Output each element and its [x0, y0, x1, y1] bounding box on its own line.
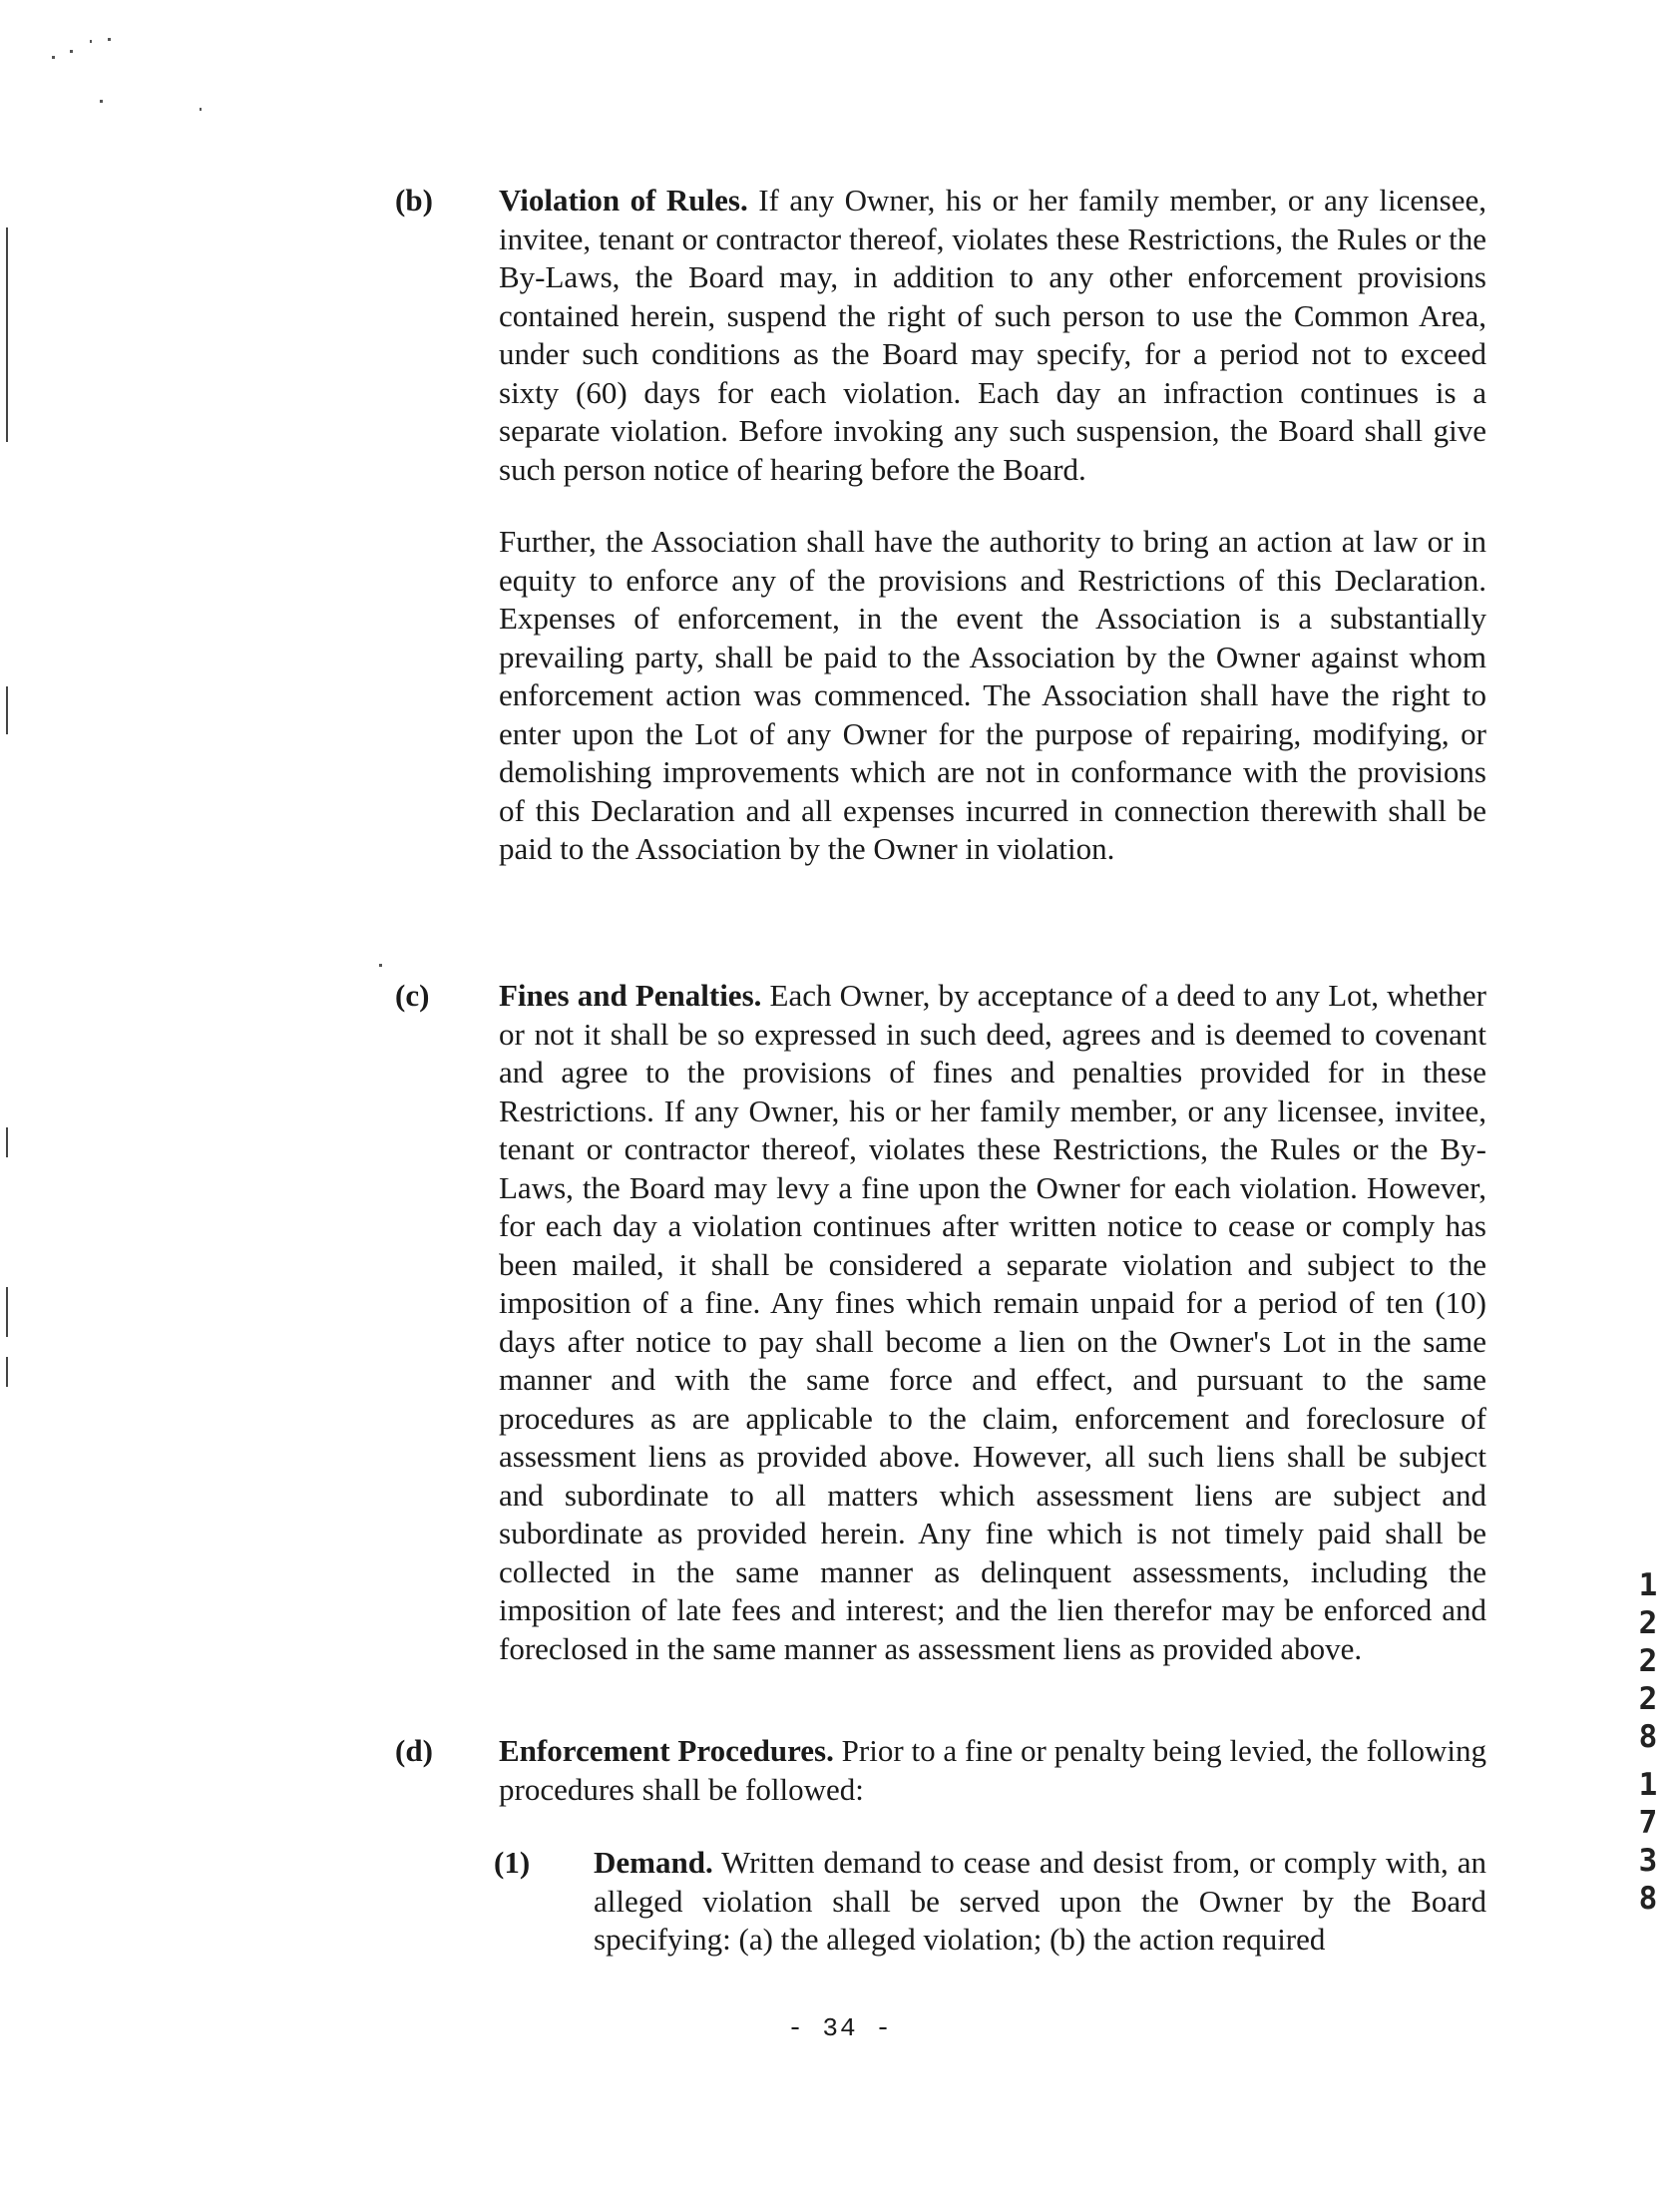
- stamp-digit: 8: [1638, 1719, 1658, 1755]
- paragraph-text: If any Owner, his or her family member, or any licensee, invitee, tenant or contractor thereof, violates these Restrictions, the Rules or the By-Laws, the Board may, in addition to any other enforcement provisions contained herein, suspend the right of such person to use the Common Area, under such conditions as the Board may specify, for a period not to exceed sixty (60) days for each violation. Each day an infraction continues is a separate violation. Before invoking any such suspension, the Board shall give such person notice of hearing before the Board.: [499, 183, 1486, 487]
- stamp-digit: 1: [1638, 1767, 1658, 1803]
- stamp-digit: 2: [1638, 1681, 1658, 1717]
- paragraph: [594, 1844, 1486, 1960]
- section-body: [499, 977, 1486, 1668]
- scan-margin-line: [6, 227, 8, 442]
- subsection-heading: Demand.: [594, 1845, 713, 1880]
- paragraph: [499, 977, 1486, 1668]
- paragraph: [499, 1732, 1486, 1809]
- paragraph-text: Written demand to cease and desist from, or comply with, an alleged violation shall be served upon the Owner by the Board specifying: (a) the alleged violation; (b) the action required: [594, 1845, 1486, 1957]
- subsection-label: (1): [494, 1845, 531, 1880]
- section-heading: Violation of Rules.: [499, 183, 748, 218]
- stamp-digit: 1: [1638, 1567, 1658, 1603]
- section-label: (d): [395, 1733, 433, 1768]
- stamp-digit: 8: [1638, 1881, 1658, 1917]
- page-number: - 34 -: [787, 2013, 893, 2043]
- stamp-digit: 3: [1638, 1843, 1658, 1879]
- section-label: (c): [395, 978, 430, 1013]
- section-body: [499, 1732, 1486, 1809]
- section-c: [395, 977, 1486, 1668]
- section-heading: Enforcement Procedures.: [499, 1733, 834, 1768]
- scan-speck: [200, 108, 202, 111]
- scan-speck: [90, 40, 92, 43]
- scan-margin-line: [6, 1287, 8, 1337]
- section-heading: Fines and Penalties.: [499, 978, 762, 1013]
- scan-margin-line: [6, 1127, 8, 1157]
- stamp-digit: 2: [1638, 1643, 1658, 1679]
- stamp-digit: 7: [1638, 1805, 1658, 1841]
- paragraph-text: Each Owner, by acceptance of a deed to any Lot, whether or not it shall be so expressed in such deed, agrees and is deemed to covenant and agree to the provisions of fines and penalties provided for in these Restrictions. If any Owner, his or her family member, or any licensee, invitee, tenant or contractor thereof, violates these Restrictions, the Rules or the By-Laws, the Board may levy a fine upon the Owner for each violation. However, for each day a violation continues after written notice to cease or comply has been mailed, it shall be considered a separate violation and subject to the imposition of a fine. Any fines which remain unpaid for a period of ten (10) days after notice to pay shall become a lien on the Owner's Lot in the same manner and with the same force and effect, and pursuant to the same procedures as are applicable to the claim, enforcement and foreclosure of assessment liens as provided above. However, all such liens shall be subject and subordinate to all matters which assessment liens are subject and subordinate as provided herein. Any fine which is not timely paid shall be collected in the same manner as delinquent assessments, including the imposition of late fees and interest; and the lien therefor may be enforced and foreclosed in the same manner as assessment liens as provided above.: [499, 978, 1486, 1666]
- section-label: (b): [395, 183, 433, 218]
- paragraph: Further, the Association shall have the authority to bring an action at law or in equity to enforce any of the provisions and Restrictions of this Declaration. Expenses of enforcement, in the event the Association is a substantially prevailing party, shall be paid to the Association by the Owner against whom enforcement action was commenced. The Association shall have the right to enter upon the Lot of any Owner for the purpose of repairing, modifying, or demolishing improvements which are not in conformance with the provisions of this Declaration and all expenses incurred in connection therewith shall be paid to the Association by the Owner in violation.: [499, 524, 1486, 866]
- scan-margin-line: [6, 1357, 8, 1387]
- section-body: [499, 182, 1486, 869]
- section-b: [395, 182, 1486, 869]
- scan-speck: [379, 964, 382, 967]
- paragraph: [499, 182, 1486, 489]
- section-d: [395, 1732, 1487, 1809]
- scan-speck: [108, 38, 111, 41]
- recording-stamp-top: [1628, 1566, 1668, 1756]
- subsection-d1: [494, 1844, 1486, 1960]
- scan-margin-line: [6, 686, 8, 734]
- stamp-digit: 2: [1638, 1605, 1658, 1641]
- paragraph-text: Prior to a fine or penalty being levied, the following procedures shall be followed:: [499, 1733, 1487, 1807]
- subsection-body: [594, 1844, 1486, 1960]
- scan-speck: [100, 100, 103, 103]
- scan-speck: [52, 56, 55, 59]
- recording-stamp-bottom: [1628, 1766, 1668, 1918]
- scan-speck: [70, 50, 73, 53]
